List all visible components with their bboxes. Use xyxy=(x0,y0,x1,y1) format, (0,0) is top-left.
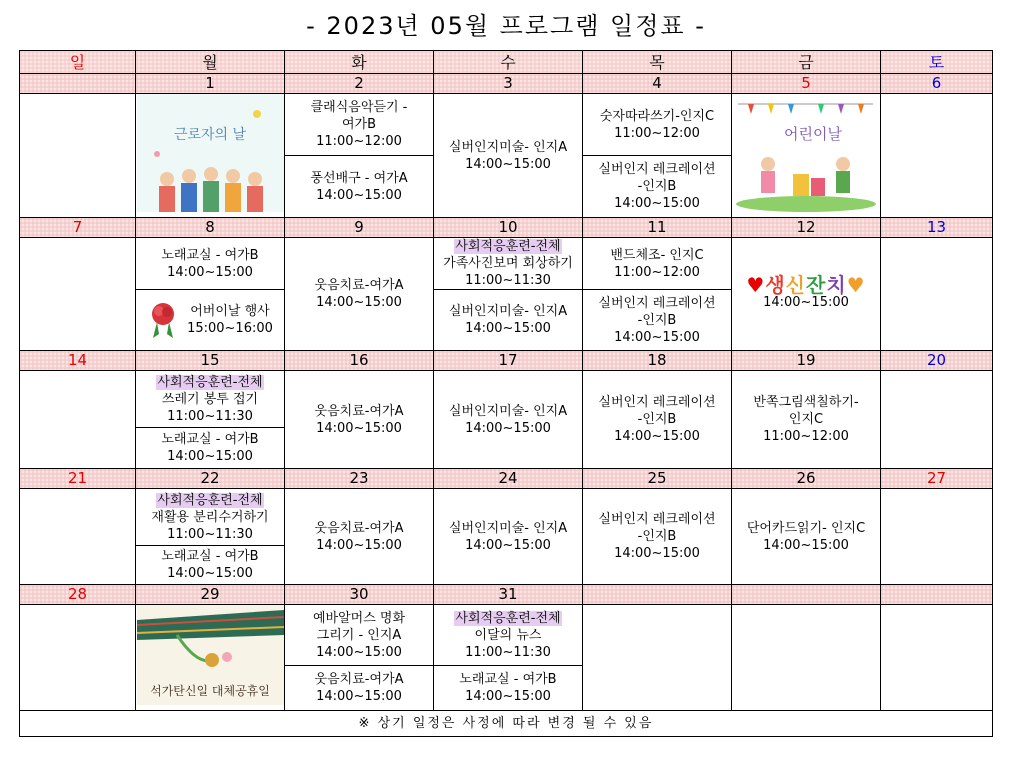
date-row xyxy=(20,585,993,605)
event-cell: 사회적응훈련-전체 이달의 뉴스 11:00~11:30 xyxy=(434,605,583,666)
event-cell: 풍선배구 - 여가A 14:00~15:00 xyxy=(285,156,434,218)
date-cell: 31 xyxy=(434,585,583,605)
date-cell xyxy=(583,585,732,605)
date-cell xyxy=(881,585,993,605)
date-cell: 28 xyxy=(20,585,136,605)
date-row xyxy=(20,218,993,238)
date-cell: 7 xyxy=(20,218,136,238)
empty-cell xyxy=(881,94,993,218)
date-cell: 27 xyxy=(881,469,993,489)
date-cell: 11 xyxy=(583,218,732,238)
date-cell: 3 xyxy=(434,74,583,94)
childrens-day-illustration xyxy=(733,94,880,212)
empty-cell xyxy=(20,94,136,218)
labor-day-illustration xyxy=(137,94,284,212)
event-cell: 실버인지 레크레이션 -인지B 14:00~15:00 xyxy=(583,371,732,469)
event-cell: 웃음치료-여가A 14:00~15:00 xyxy=(285,666,434,711)
buddha-day-caption: 석가탄신일 대체공휴일 xyxy=(149,684,270,698)
event-cell: 숫자따라쓰기-인지C 11:00~12:00 xyxy=(583,94,732,156)
date-cell: 23 xyxy=(285,469,434,489)
event-cell: 반쪽그림색칠하기- 인지C 11:00~12:00 xyxy=(732,371,881,469)
date-cell: 6 xyxy=(881,74,993,94)
date-cell: 29 xyxy=(136,585,285,605)
event-cell: 실버인지 레크레이션 -인지B 14:00~15:00 xyxy=(583,290,732,351)
weekday-thu: 목 xyxy=(583,51,732,74)
date-cell: 16 xyxy=(285,351,434,371)
labor-day-image xyxy=(136,94,285,218)
event-cell: 사회적응훈련-전체 가족사진보며 회상하기 11:00~11:30 xyxy=(434,238,583,290)
event-cell: 노래교실 - 여가B 14:00~15:00 xyxy=(136,546,285,585)
empty-cell xyxy=(20,489,136,585)
childrens-day-caption: 어린이날 xyxy=(783,125,842,143)
date-cell: 1 xyxy=(136,74,285,94)
weekday-wed: 수 xyxy=(434,51,583,74)
event-cell: 웃음치료-여가A 14:00~15:00 xyxy=(285,238,434,351)
date-cell: 22 xyxy=(136,469,285,489)
carnation-icon xyxy=(147,300,179,340)
event-cell: 노래교실 - 여가B 14:00~15:00 xyxy=(136,238,285,290)
footnote-row xyxy=(20,711,993,737)
event-cell: 웃음치료-여가A 14:00~15:00 xyxy=(285,489,434,585)
event-row xyxy=(20,238,993,290)
event-cell: 사회적응훈련-전체 재활용 분리수거하기 11:00~11:30 xyxy=(136,489,285,546)
weekday-tue: 화 xyxy=(285,51,434,74)
date-cell: 20 xyxy=(881,351,993,371)
event-row xyxy=(20,489,993,546)
date-cell: 10 xyxy=(434,218,583,238)
weekday-fri: 금 xyxy=(732,51,881,74)
date-cell: 15 xyxy=(136,351,285,371)
date-cell: 13 xyxy=(881,218,993,238)
event-cell: 노래교실 - 여가B 14:00~15:00 xyxy=(136,428,285,469)
highlight-label: 사회적응훈련-전체 xyxy=(157,492,263,508)
event-cell: 예바알머스 명화 그리기 - 인지A 14:00~15:00 xyxy=(285,605,434,666)
empty-cell xyxy=(881,238,993,351)
empty-cell xyxy=(881,371,993,469)
weekday-sun: 일 xyxy=(20,51,136,74)
date-cell xyxy=(732,585,881,605)
highlight-label: 사회적응훈련-전체 xyxy=(455,239,561,254)
date-cell: 8 xyxy=(136,218,285,238)
date-cell: 2 xyxy=(285,74,434,94)
empty-cell xyxy=(20,238,136,351)
weekday-mon: 월 xyxy=(136,51,285,74)
schedule-table xyxy=(19,50,993,737)
event-cell: 실버인지미술- 인지A 14:00~15:00 xyxy=(434,371,583,469)
event-cell: 실버인지미술- 인지A 14:00~15:00 xyxy=(434,290,583,351)
date-row xyxy=(20,469,993,489)
event-cell: 어버이날 행사 15:00~16:00 xyxy=(136,290,285,351)
date-row xyxy=(20,74,993,94)
empty-cell xyxy=(20,605,136,711)
date-cell: 9 xyxy=(285,218,434,238)
labor-day-caption: 근로자의 날 xyxy=(173,127,246,143)
date-cell: 5 xyxy=(732,74,881,94)
event-cell: 클래식음악듣기 - 여가B 11:00~12:00 xyxy=(285,94,434,156)
weekday-header xyxy=(20,51,993,74)
event-cell: 실버인지 레크레이션 -인지B 14:00~15:00 xyxy=(583,156,732,218)
date-cell: 30 xyxy=(285,585,434,605)
heart-icon: ♥ xyxy=(846,273,866,297)
event-cell: 밴드체조- 인지C 11:00~12:00 xyxy=(583,238,732,290)
date-cell: 18 xyxy=(583,351,732,371)
date-cell: 12 xyxy=(732,218,881,238)
event-cell: 웃음치료-여가A 14:00~15:00 xyxy=(285,371,434,469)
date-cell: 26 xyxy=(732,469,881,489)
date-cell: 4 xyxy=(583,74,732,94)
event-cell: 사회적응훈련-전체 쓰레기 봉투 접기 11:00~11:30 xyxy=(136,371,285,428)
event-cell: 실버인지 레크레이션 -인지B 14:00~15:00 xyxy=(583,489,732,585)
empty-cell xyxy=(583,605,732,711)
highlight-label: 사회적응훈련-전체 xyxy=(455,610,561,626)
page-title: - 2023년 05월 프로그램 일정표 - xyxy=(306,12,706,40)
empty-cell xyxy=(881,489,993,585)
date-cell: 24 xyxy=(434,469,583,489)
footnote: ※ 상기 일정은 사정에 따라 변경 될 수 있음 xyxy=(20,711,993,737)
event-row xyxy=(20,605,993,666)
date-row xyxy=(20,351,993,371)
empty-cell xyxy=(20,371,136,469)
event-cell: 노래교실 - 여가B 14:00~15:00 xyxy=(434,666,583,711)
birthday-banner: ♥생신잔치♥ xyxy=(746,273,866,297)
date-cell xyxy=(20,74,136,94)
date-cell: 25 xyxy=(583,469,732,489)
event-row xyxy=(20,94,993,156)
highlight-label: 사회적응훈련-전체 xyxy=(157,374,263,390)
birthday-party-cell: ♥생신잔치♥ 14:00~15:00 xyxy=(732,238,881,351)
empty-cell xyxy=(881,605,993,711)
date-cell: 17 xyxy=(434,351,583,371)
weekday-sat: 토 xyxy=(881,51,993,74)
empty-cell xyxy=(732,605,881,711)
date-cell: 14 xyxy=(20,351,136,371)
date-cell: 21 xyxy=(20,469,136,489)
event-cell: 단어카드읽기- 인지C 14:00~15:00 xyxy=(732,489,881,585)
event-row xyxy=(20,371,993,428)
childrens-day-image xyxy=(732,94,881,218)
buddha-day-image xyxy=(136,605,285,711)
event-cell: 실버인지미술- 인지A 14:00~15:00 xyxy=(434,489,583,585)
buddha-day-illustration xyxy=(137,605,284,705)
heart-icon: ♥ xyxy=(746,273,766,297)
date-cell: 19 xyxy=(732,351,881,371)
event-cell: 실버인지미술- 인지A 14:00~15:00 xyxy=(434,94,583,218)
